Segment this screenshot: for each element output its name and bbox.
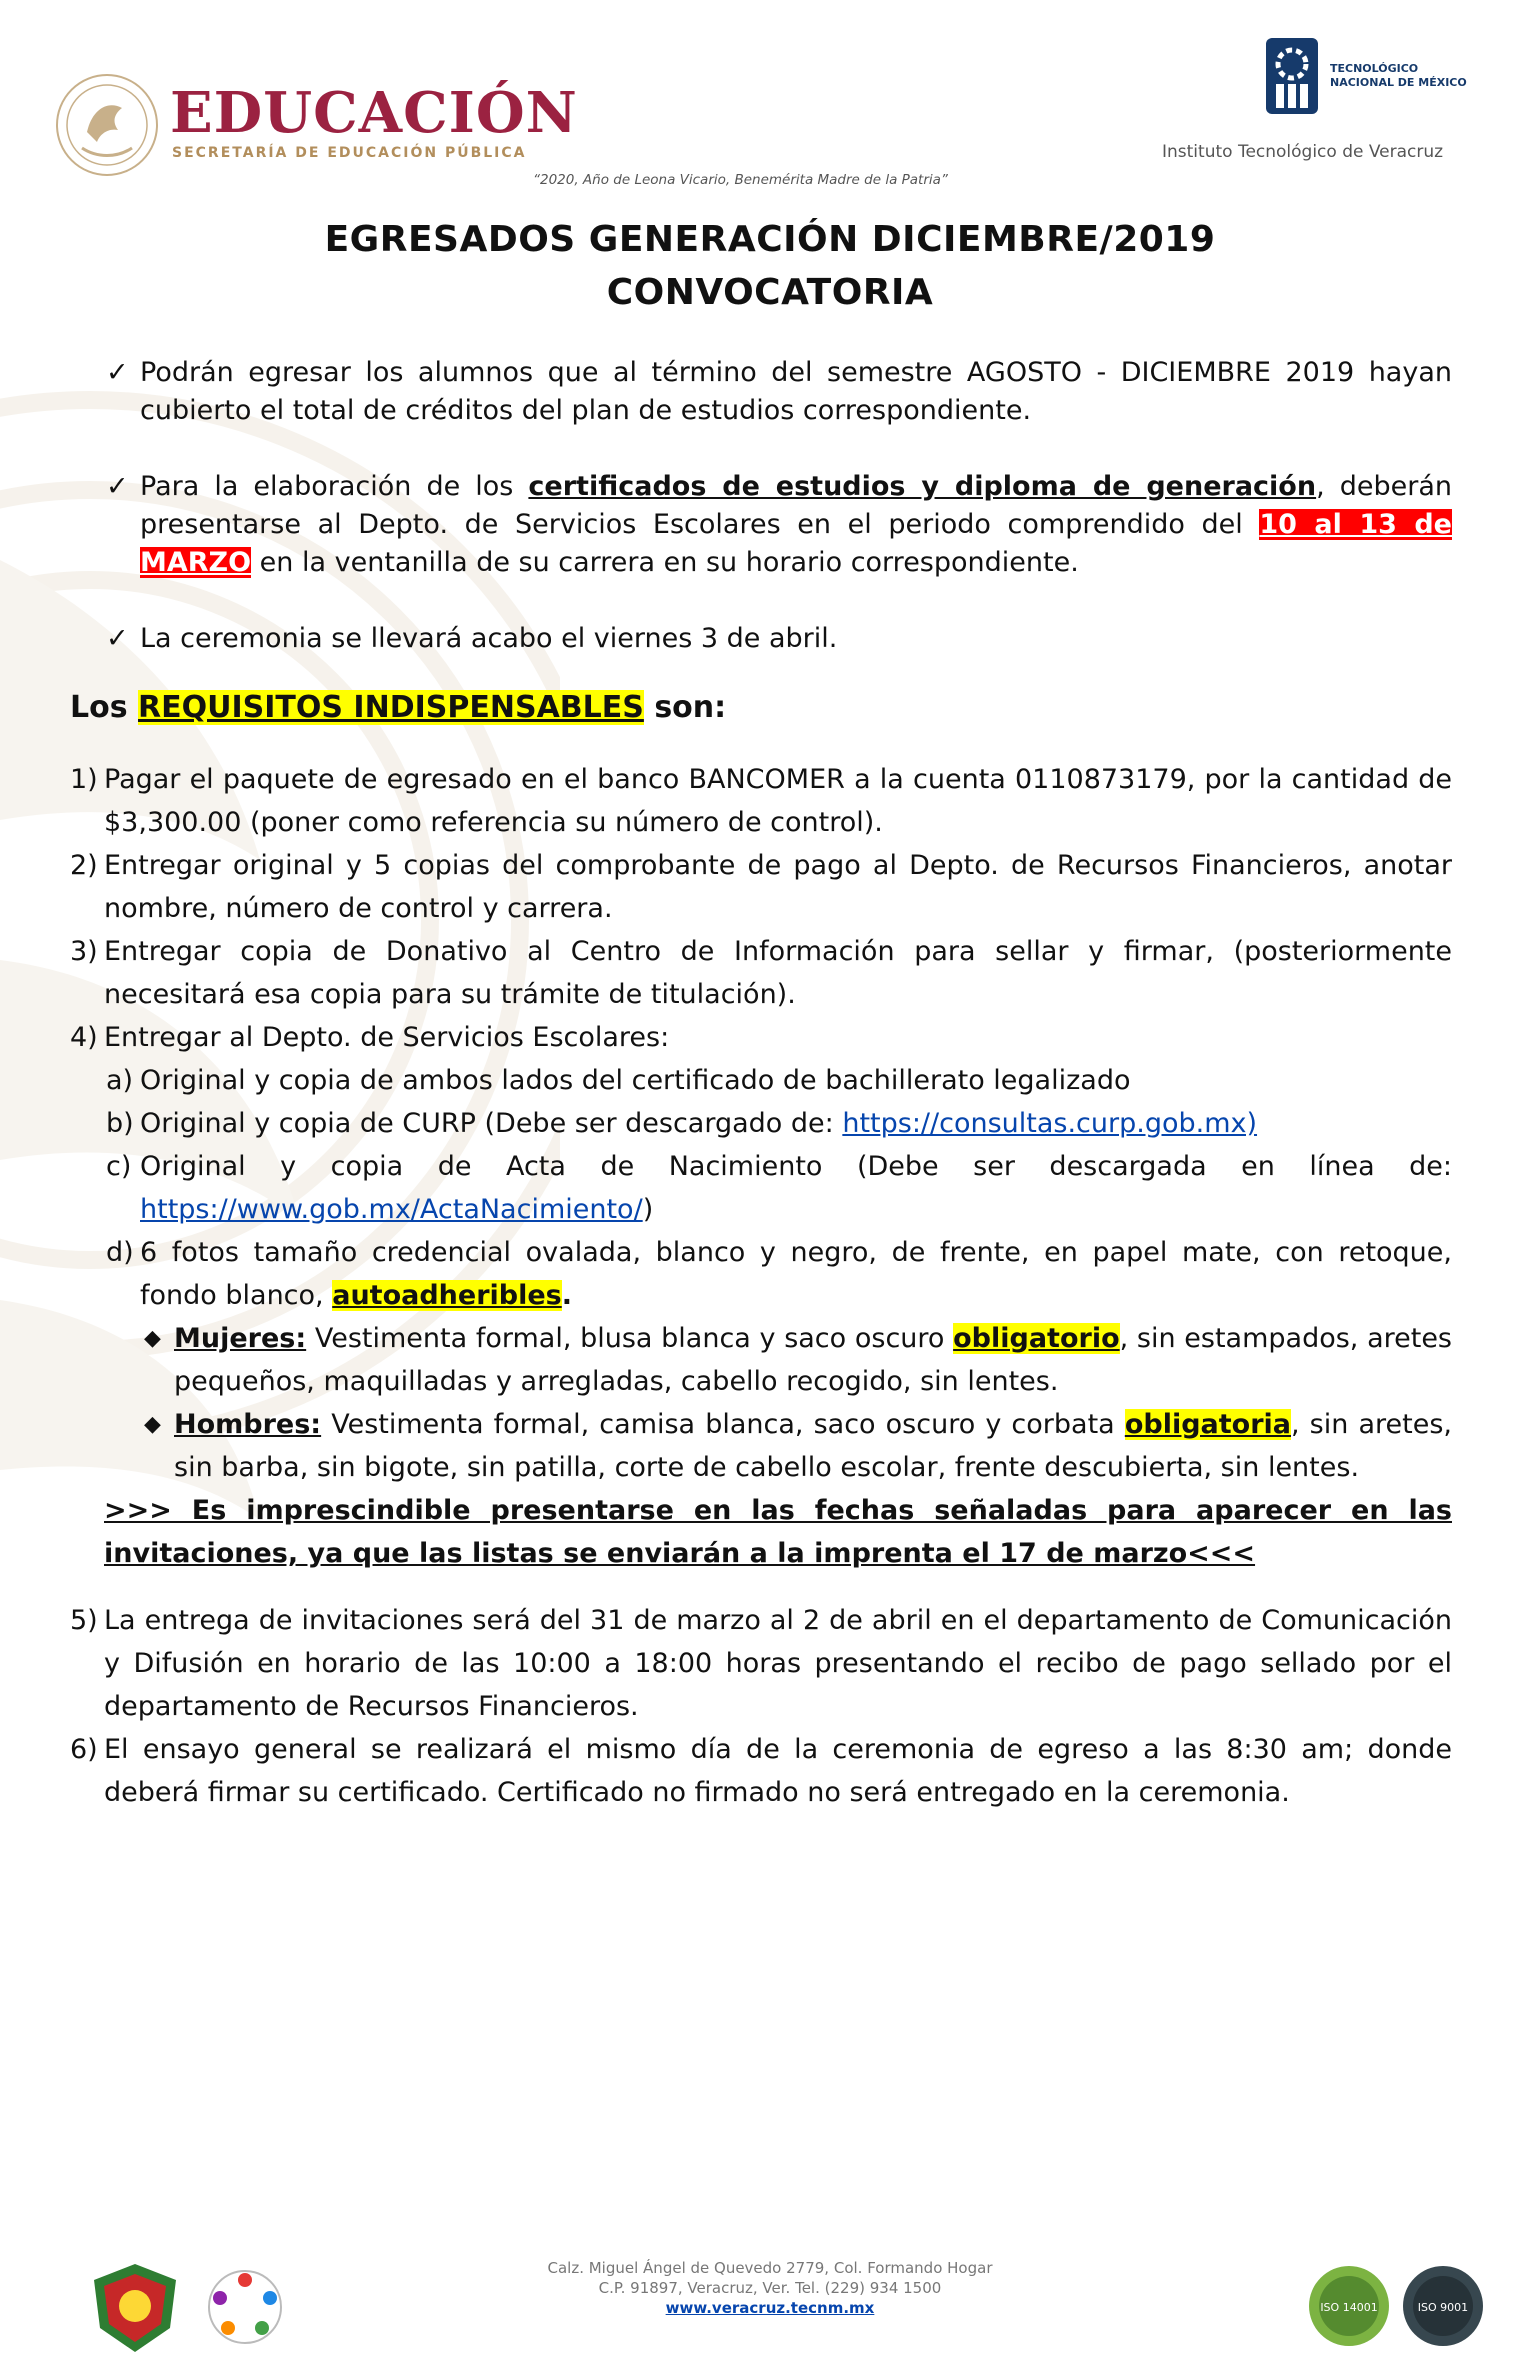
requirements-pre: Los — [70, 690, 139, 725]
sep-subtitle: SECRETARÍA DE EDUCACIÓN PÚBLICA — [172, 145, 527, 161]
men-text-pre: Vestimenta formal, camisa blanca, saco oscuro y corbata — [321, 1409, 1125, 1440]
requirements-post: son: — [643, 690, 727, 725]
check-item-1 — [70, 354, 1452, 430]
item-text: Entregar al Depto. de Servicios Escolares: — [104, 1022, 670, 1053]
item-number: 2) — [70, 850, 98, 881]
item-text: Pagar el paquete de egresado en el banco BANCOMER a la cuenta 0110873179, por la cantidad de $3,300.00 (poner como referencia su número de control). — [104, 764, 1452, 838]
birth-certificate-link[interactable]: https://www.gob.mx/ActaNacimiento/ — [140, 1194, 643, 1225]
item-number: 6) — [70, 1734, 98, 1765]
women-text-post: , sin estampados, aretes pequeños, maquilladas y arregladas, cabello recogido, sin lentes. — [174, 1323, 1452, 1397]
institute-name: Instituto Tecnológico de Veracruz — [1162, 142, 1444, 162]
requirement-item-6 — [70, 1728, 1452, 1814]
item-text: La entrega de invitaciones será del 31 de marzo al 2 de abril en el departamento de Comunicación y Difusión en horario de las 10:00 a 18:00 horas presentando el recibo de pago sellado por el departamento de Recursos Financieros. — [104, 1605, 1452, 1722]
men-text-post: , sin aretes, sin barba, sin bigote, sin patilla, corte de cabello escolar, frente descubierta, sin lentes. — [174, 1409, 1452, 1483]
requirement-item-2 — [70, 844, 1452, 930]
women-text-pre: Vestimenta formal, blusa blanca y saco oscuro — [306, 1323, 954, 1354]
item-text: Entregar copia de Donativo al Centro de Información para sellar y firmar, (posteriormente necesitará esa copia para su trámite de titulación). — [104, 936, 1452, 1010]
requirement-item-3 — [70, 930, 1452, 1016]
certificates-emphasis: certificados de estudios y diploma de generación — [528, 471, 1317, 502]
document-title: EGRESADOS GENERACIÓN DICIEMBRE/2019 — [324, 219, 1216, 260]
letterhead — [0, 0, 1540, 200]
dress-code-women — [70, 1317, 1452, 1403]
item-text: Entregar original y 5 copias del comprobante de pago al Depto. de Recursos Financieros, anotar nombre, número de control y carrera. — [104, 850, 1452, 924]
checkmark-icon: ✓ — [106, 357, 129, 388]
check-item-text-pre: Para la elaboración de los — [140, 471, 529, 502]
sub-item-text: Original y copia de CURP (Debe ser descargado de: — [140, 1108, 843, 1139]
sub-item-letter: d) — [106, 1237, 134, 1268]
dress-code-men — [70, 1403, 1452, 1489]
footer-address-line2: C.P. 91897, Veracruz, Ver. Tel. (229) 934 1500 — [598, 2279, 942, 2297]
women-label: Mujeres: — [174, 1323, 307, 1354]
footer-address-line1: Calz. Miguel Ángel de Quevedo 2779, Col. Formando Hogar — [547, 2259, 993, 2277]
sub-item-letter: b) — [106, 1108, 134, 1139]
sub-item-text: Original y copia de ambos lados del certificado de bachillerato legalizado — [140, 1065, 1131, 1096]
check-item-text-mid: , deberán presentarse al Depto. de Servicios Escolares en el periodo comprendido del — [140, 471, 1452, 540]
important-notice: >>> Es imprescindible presentarse en las fechas señaladas para aparecer en las invitaciones, ya que las listas se enviarán a la imprenta el 17 de marzo<<< — [104, 1495, 1452, 1569]
check-item-text-post: en la ventanilla de su carrera en su horario correspondiente. — [251, 547, 1079, 578]
diamond-bullet-icon: ◆ — [144, 1326, 161, 1351]
check-item-text: Podrán egresar los alumnos que al término del semestre AGOSTO - DICIEMBRE 2019 hayan cubierto el total de créditos del plan de estudios correspondiente. — [140, 357, 1452, 426]
item-number: 3) — [70, 936, 98, 967]
item-number: 4) — [70, 1022, 98, 1053]
sub-item-text: Original y copia de Acta de Nacimiento (Debe ser descargada en línea de: — [140, 1151, 1452, 1182]
sub-item-letter: a) — [106, 1065, 134, 1096]
mandatory-highlight: obligatoria — [1124, 1409, 1291, 1440]
requirement-item-5 — [70, 1599, 1452, 1728]
tecnm-name-line2: NACIONAL DE MÉXICO — [1330, 76, 1467, 89]
sub-item-d — [70, 1231, 1452, 1317]
sub-item-text: 6 fotos tamaño credencial ovalada, blanco y negro, de frente, en papel mate, con retoque, fondo blanco, — [140, 1237, 1452, 1311]
iso-9001-label: ISO 9001 — [1417, 2301, 1469, 2314]
iso-14001-badge-icon — [1304, 2256, 1394, 2356]
sep-wordmark: EDUCACIÓN — [170, 80, 578, 146]
check-item-2 — [70, 468, 1452, 582]
checkmark-icon: ✓ — [106, 471, 129, 502]
sub-item-text-post: ) — [642, 1194, 654, 1225]
requirement-item-1 — [70, 758, 1452, 844]
date-range-highlight: 10 al 13 de MARZO — [140, 509, 1452, 578]
sub-item-text-post: . — [561, 1280, 572, 1311]
sub-item-letter: c) — [106, 1151, 132, 1182]
mexico-coat-of-arms-icon — [52, 70, 162, 180]
document-subtitle: CONVOCATORIA — [606, 272, 934, 313]
checkmark-icon: ✓ — [106, 623, 129, 654]
iso-14001-label: ISO 14001 — [1320, 2301, 1378, 2314]
mandatory-highlight: obligatorio — [953, 1323, 1120, 1354]
tecnm-name-line1: TECNOLÓGICO — [1330, 62, 1419, 75]
requirements-highlight: REQUISITOS INDISPENSABLES — [138, 690, 644, 725]
year-tagline: “2020, Año de Leona Vicario, Benemérita Madre de la Patria” — [533, 172, 948, 188]
sub-item-c — [70, 1145, 1452, 1231]
check-item-3 — [70, 620, 1452, 658]
requirements-heading — [70, 688, 1452, 728]
sub-item-b — [70, 1102, 1452, 1145]
item-number: 1) — [70, 764, 98, 795]
diamond-bullet-icon: ◆ — [144, 1412, 161, 1437]
document-body — [70, 354, 1452, 1814]
men-label: Hombres: — [174, 1409, 322, 1440]
item-number: 5) — [70, 1605, 98, 1636]
sub-item-a — [70, 1059, 1452, 1102]
requirement-item-4 — [70, 1016, 1452, 1059]
self-adhesive-highlight: autoadheribles — [332, 1280, 562, 1311]
check-item-text: La ceremonia se llevará acabo el viernes 3 de abril. — [140, 623, 838, 654]
tecnm-logo-icon — [1262, 34, 1322, 118]
footer-website-link[interactable]: www.veracruz.tecnm.mx — [665, 2299, 875, 2317]
iso-9001-badge-icon — [1398, 2256, 1488, 2356]
item-text: El ensayo general se realizará el mismo día de la ceremonia de egreso a las 8:30 am; donde deberá firmar su certificado. Certificado no firmado no será entregado en la ceremonia. — [104, 1734, 1452, 1808]
curp-link[interactable]: https://consultas.curp.gob.mx) — [842, 1108, 1258, 1139]
tecnm-name — [1330, 62, 1467, 90]
